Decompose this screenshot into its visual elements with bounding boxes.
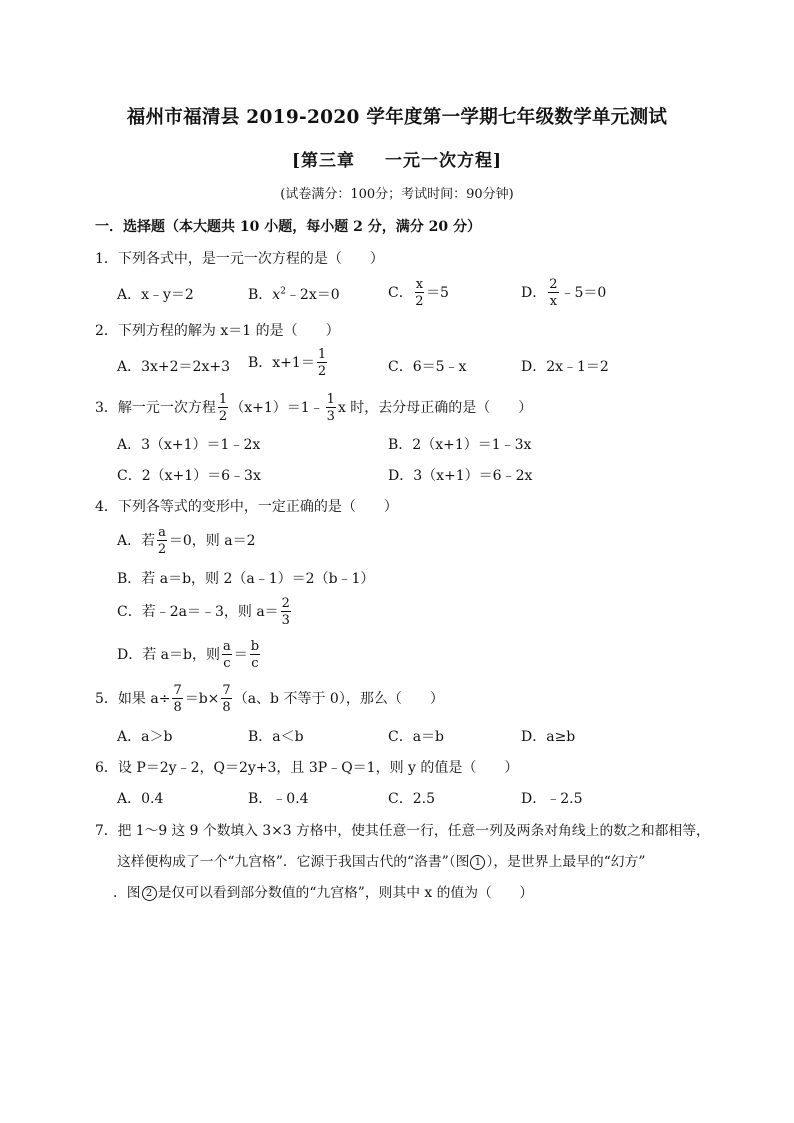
q1-option-c [388,278,449,308]
q4-d-fraction-1 [222,640,232,670]
q4-d-equals: ＝ [233,647,248,663]
q7-line3-prefix: ．图 [113,885,141,901]
q4-option-a [117,526,256,556]
question-7-line-1: 7．把 1～9 这 9 个数填入 3×3 方格中，使其任意一行，任意一列及两条对角线上的数之和都相等， [95,823,710,839]
q1-d-fraction [548,278,558,308]
q1-d-suffix: ﹣5＝0 [560,285,607,301]
q3-option-c: C．2（x+1）＝6﹣3x [117,468,261,484]
q5-middle: ＝b× [184,691,220,707]
q3-option-b: B．2（x+1）＝1﹣3x [388,437,532,453]
q4-a-denominator: 2 [157,542,167,557]
q4-c-numerator: 2 [281,596,290,611]
question-7-line-2 [117,850,645,870]
q7-line3-suffix: 是仅可以看到部分数值的“九宫格”，则其中 x 的值为（ ） [157,885,534,901]
q1-option-d [521,278,606,308]
q4-d-prefix: D．若 a＝b，则 [117,647,220,663]
q3-fraction-2 [326,393,336,423]
q6-option-a: A．0.4 [117,791,164,807]
q3-option-a: A．3（x+1）＝1﹣2x [117,437,261,453]
q6-option-c: C．2.5 [388,791,435,807]
q3-suffix: x 时，去分母正确的是（ ） [337,400,533,416]
q1-c-prefix: C． [388,285,413,301]
question-6-stem: 6．设 P＝2y﹣2，Q＝2y+3，且 3P﹣Q＝1，则 y 的值是（ ） [95,760,519,776]
q5-option-a: A．a＞b [117,729,173,745]
q5-prefix: 5．如果 a÷ [95,691,171,707]
q4-c-denominator: 3 [281,613,290,628]
q2-option-b [248,348,329,378]
question-5-stem [95,684,444,714]
q6-option-b: B．﹣0.4 [248,791,309,807]
q3-prefix: 3．解一元一次方程 [95,400,216,416]
q1-d-denominator: x [549,294,558,309]
q4-option-b: B．若 a＝b，则 2（a﹣1）＝2（b﹣1） [117,571,375,587]
question-3-stem [95,393,532,423]
q1-c-denominator: 2 [415,294,424,309]
q1-b-rest: ﹣2x＝0 [285,287,340,303]
q5-numerator-2: 7 [222,683,231,698]
q5-suffix: （a、b 不等于 0），那么（ ） [233,691,444,707]
chapter-topic: 一元一次方程 [385,151,493,171]
q3-middle: （x+1）＝1﹣ [230,400,324,416]
q4-a-prefix: A．若 [117,533,156,549]
exam-meta: (试卷满分：100分；考试时间：90分钟) [280,187,514,202]
q1-d-numerator: 2 [549,277,558,292]
q5-numerator-1: 7 [173,683,182,698]
q4-d-numerator-2: b [250,639,260,654]
q5-fraction-1 [172,684,182,714]
q4-a-numerator: a [158,525,166,540]
exam-title: 福州市福清县 2019-2020 学年度第一学期七年级数学单元测试 [126,107,668,128]
question-4-stem: 4．下列各等式的变形中，一定正确的是（ ） [95,499,398,515]
q3-denominator-1: 2 [218,409,228,424]
section-heading: 一．选择题（本大题共 10 小题，每小题 2 分，满分 20 分） [95,219,481,235]
q4-option-d [117,640,262,670]
q3-denominator-2: 3 [326,409,335,424]
q7-line2-suffix: ），是世界上最早的“幻方” [486,854,646,870]
q4-a-fraction [157,526,167,556]
q2-option-a: A．3x+2＝2x+3 [117,359,230,375]
q1-option-a: A．x﹣y＝2 [117,287,194,303]
q4-option-c [117,597,293,627]
question-1-stem: 1．下列各式中，是一元一次方程的是（ ） [95,251,384,267]
q1-c-numerator: x [415,277,424,292]
figure-2-marker: 2 [142,886,157,901]
q4-c-fraction [281,597,291,627]
q3-numerator-2: 1 [326,392,335,407]
q1-d-prefix: D． [521,285,547,301]
q5-option-b: B．a＜b [248,729,304,745]
q2-b-denominator: 2 [317,364,327,379]
figure-1-marker: 1 [470,855,485,870]
q7-line2-prefix: 这样便构成了一个“九宫格”．它源于我国古代的“洛書”（图 [117,854,470,870]
question-7-line-3 [113,881,533,901]
question-2-stem: 2．下列方程的解为 x＝1 的是（ ） [95,323,340,339]
q4-a-suffix: ＝0，则 a＝2 [168,533,256,549]
q4-d-numerator-1: a [222,639,231,654]
q5-denominator-2: 8 [222,700,231,715]
q4-d-denominator-2: c [251,656,259,671]
q4-d-fraction-2 [250,640,260,670]
q1-c-fraction [415,278,424,308]
q2-b-fraction [317,348,327,378]
q5-option-c: C．a＝b [388,729,445,745]
q5-denominator-1: 8 [173,700,182,715]
q2-b-numerator: 1 [317,347,327,362]
q1-c-suffix: ＝5 [426,285,449,301]
chapter-heading: [第三章 一元一次方程] [291,151,503,171]
q3-fraction-1 [218,393,228,423]
q2-b-prefix: B．x+1＝ [248,355,315,371]
q1-b-prefix: B． [248,287,273,303]
q3-numerator-1: 1 [218,392,228,407]
q2-option-c: C．6＝5﹣x [388,359,467,375]
q5-option-d: D．a≥b [521,729,576,745]
q4-c-prefix: C．若﹣2a＝﹣3，则 a＝ [117,604,279,620]
q4-d-denominator-1: c [223,656,231,671]
q5-fraction-2 [221,684,231,714]
q1-option-b: B．$x^2﹣2x=0$ [248,286,340,303]
q6-option-d: D．﹣2.5 [521,791,583,807]
q3-option-d: D．3（x+1）＝6﹣2x [388,468,533,484]
chapter-number: 第三章 [301,151,355,171]
q2-option-d: D．2x﹣1＝2 [521,359,609,375]
